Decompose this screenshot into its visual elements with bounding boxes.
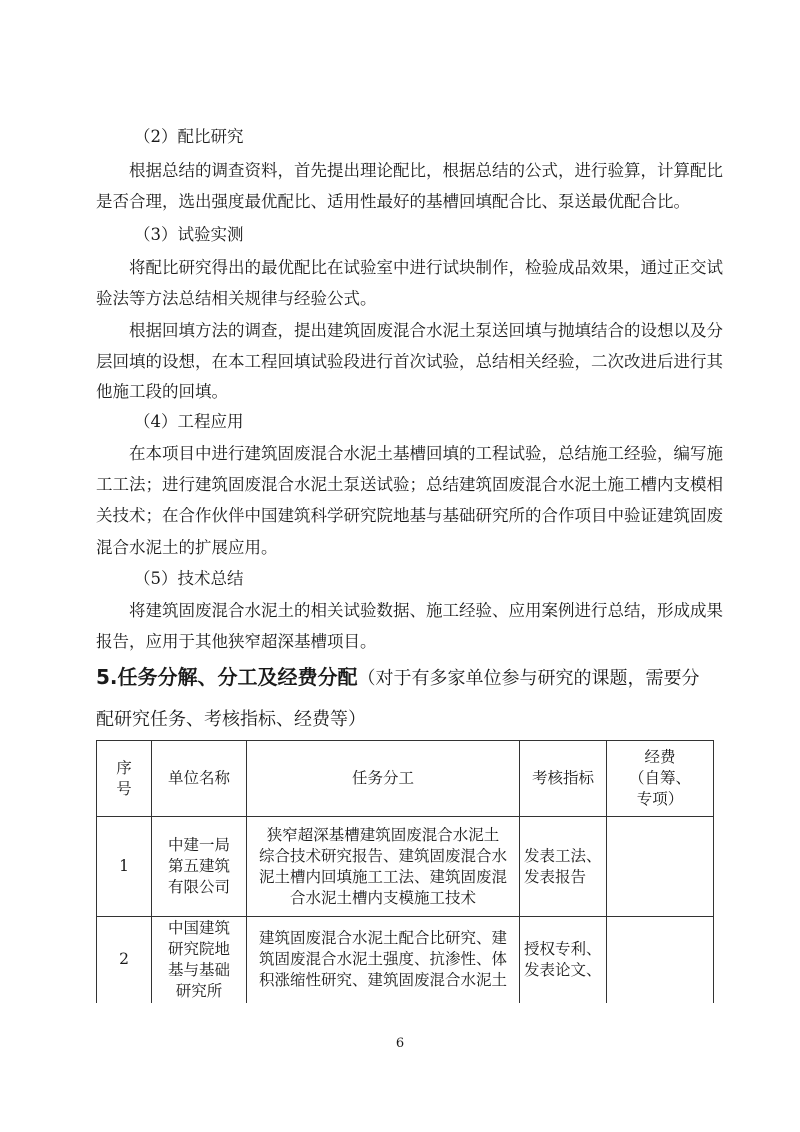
table-header-row <box>97 741 714 817</box>
header-indicator: 考核指标 <box>520 741 607 817</box>
paragraph-line: 混合水泥土的扩展应用。 <box>96 538 278 557</box>
subsection-title: （2）配比研究 <box>134 127 244 146</box>
section-heading-note: （对于有多家单位参与研究的课题，需要分 <box>357 668 700 689</box>
header-funding: 经费 （自筹、 专项） <box>607 741 714 817</box>
paragraph-line: 是否合理，选出强度最优配比、适用性最好的基槽回填配合比、泵送最优配合比。 <box>96 192 690 211</box>
cell-indicator: 发表工法、 发表报告 <box>520 817 607 917</box>
paragraph-line: 根据回填方法的调查，提出建筑固废混合水泥土泵送回填与抛填结合的设想以及分 <box>129 321 723 340</box>
section-heading-continued <box>96 703 716 735</box>
paragraph-line: 他施工段的回填。 <box>96 382 228 401</box>
cell-funding <box>607 817 714 917</box>
cell-task: 狭窄超深基槽建筑固废混合水泥土 综合技术研究报告、建筑固废混合水 泥土槽内回填施工工法、建筑固废混 合水泥土槽内支模施工技术 <box>247 817 520 917</box>
subsection-title: （3）试验实测 <box>134 225 244 244</box>
cell-task: 建筑固废混合水泥土配合比研究、建 筑固废混合水泥土强度、抗渗性、体 积涨缩性研究、建筑固废混合水泥土 <box>247 917 520 1003</box>
header-unit-name: 单位名称 <box>152 741 247 817</box>
paragraph-line: 关技术；在合作伙伴中国建筑科学研究院地基与基础研究所的合作项目中验证建筑固废 <box>96 506 723 525</box>
cell-unit-name: 中国建筑 研究院地 基与基础 研究所 <box>152 917 247 1003</box>
cell-unit-name: 中建一局 第五建筑 有限公司 <box>152 817 247 917</box>
header-task: 任务分工 <box>247 741 520 817</box>
paragraph-line: 层回填的设想，在本工程回填试验段进行首次试验，总结相关经验，二次改进后进行其 <box>96 352 723 371</box>
cell-serial: 1 <box>97 817 152 917</box>
page-number: 6 <box>395 1036 405 1051</box>
table-row <box>97 917 714 1003</box>
paragraph-line: 将建筑固废混合水泥土的相关试验数据、施工经验、应用案例进行总结，形成成果 <box>129 601 723 620</box>
header-serial: 序 号 <box>97 741 152 817</box>
paragraph-line: 在本项目中进行建筑固废混合水泥土基槽回填的工程试验，总结施工经验，编写施 <box>129 444 723 463</box>
table-row <box>97 817 714 917</box>
paragraph-line: 根据总结的调查资料，首先提出理论配比，根据总结的公式，进行验算，计算配比 <box>129 161 723 180</box>
cell-funding <box>607 917 714 1003</box>
section-heading-title: 5.任务分解、分工及经费分配 <box>96 665 358 689</box>
paragraph-line: 工工法；进行建筑固废混合水泥土泵送试验；总结建筑固废混合水泥土施工槽内支模相 <box>96 475 723 494</box>
section-heading <box>96 662 716 694</box>
paragraph-line: 验法等方法总结相关规律与经验公式。 <box>96 289 377 308</box>
cell-indicator: 授权专利、 发表论文、 <box>520 917 607 1003</box>
subsection-title: （5）技术总结 <box>134 569 244 588</box>
cell-serial: 2 <box>97 917 152 1003</box>
task-allocation-table <box>96 740 714 1003</box>
subsection-title: （4）工程应用 <box>134 412 244 431</box>
paragraph-line: 报告，应用于其他狭窄超深基槽项目。 <box>96 632 377 651</box>
section-heading-note: 配研究任务、考核指标、经费等） <box>96 709 366 730</box>
paragraph-line: 将配比研究得出的最优配比在试验室中进行试块制作，检验成品效果，通过正交试 <box>129 258 723 277</box>
